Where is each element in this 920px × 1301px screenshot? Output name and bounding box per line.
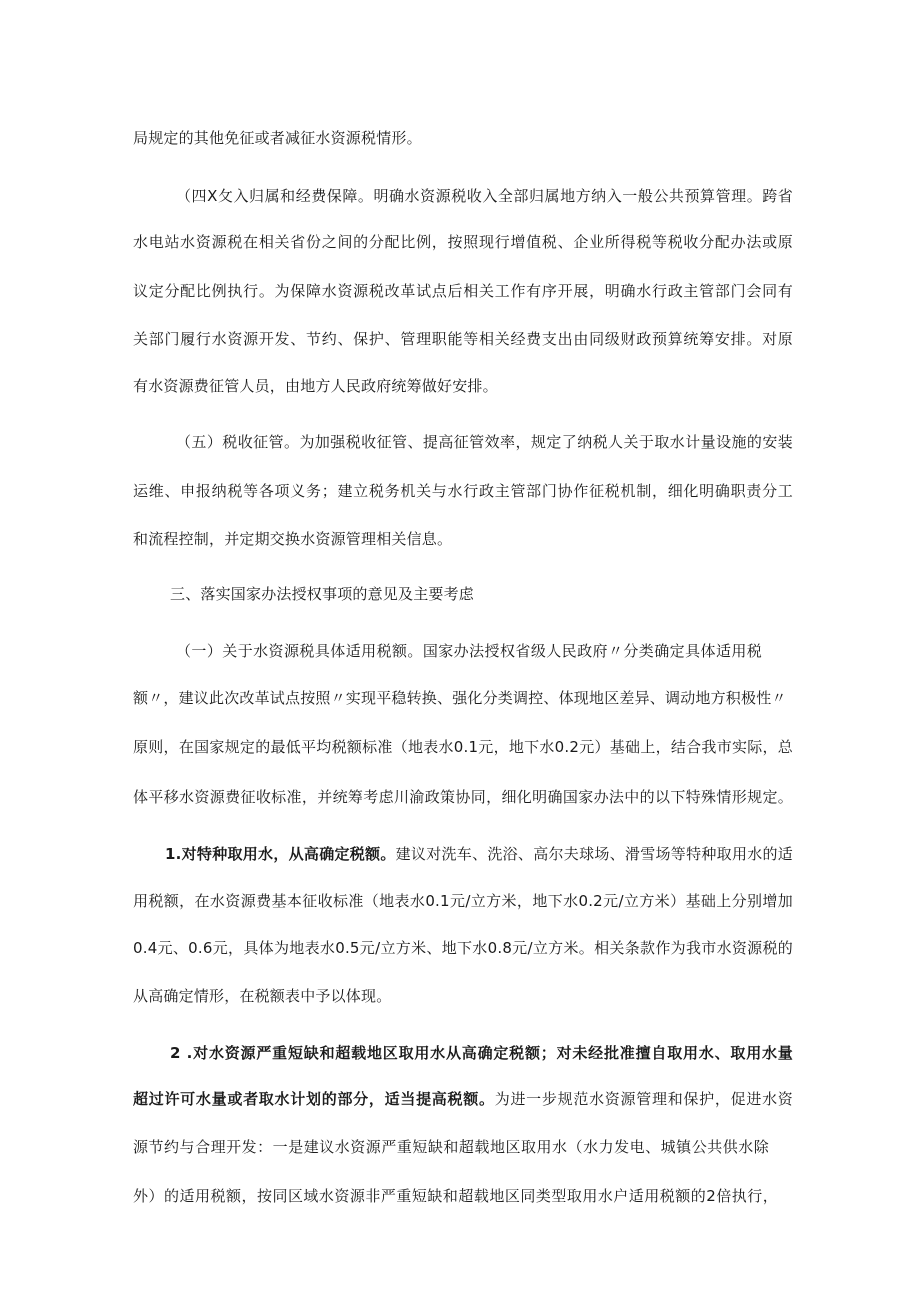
paragraph-line: （一）关于水资源税具体适用税额。国家办法授权省级人民政府〃分类确定具体适用税 (176, 642, 762, 660)
paragraph-line: 从高确定情形，在税额表中予以体现。 (133, 987, 392, 1005)
item-1-bold: 1.对特种取用水，从高确定税额。 (165, 845, 396, 863)
paragraph-line: 0.4元、0.6元，具体为地表水0.5元/立方米、地下水0.8元/立方米。相关条款作为我市水资源税的 (133, 939, 793, 957)
paragraph-line: 议定分配比例执行。为保障水资源税改革试点后相关工作有序开展，明确水行政主管部门会同有 (133, 282, 793, 300)
item-1-first-line (165, 844, 793, 864)
paragraph-line: 运维、申报纳税等各项义务；建立税务机关与水行政主管部门协作征税机制，细化明确职责分工 (133, 482, 793, 500)
paragraph-line: 原则，在国家规定的最低平均税额标准（地表水0.1元，地下水0.2元）基础上，结合我市实际，总 (133, 738, 793, 756)
paragraph-line: 源节约与合理开发：一是建议水资源严重短缺和超载地区取用水（水力发电、城镇公共供水除 (133, 1138, 769, 1156)
paragraph-line: 和流程控制，并定期交换水资源管理相关信息。 (133, 530, 453, 548)
paragraph-line: 体平移水资源费征收标准，并统筹考虑川渝政策协同，细化明确国家办法中的以下特殊情形规定。 (133, 788, 793, 806)
item-2-bold: 超过许可水量或者取水计划的部分，适当提高税额。 (133, 1090, 495, 1108)
paragraph-line: 额〃，建议此次改革试点按照〃实现平稳转换、强化分类调控、体现地区差异、调动地方积极性〃 (133, 689, 787, 707)
text-line: 局规定的其他免征或者减征水资源税情形。 (133, 129, 422, 147)
item-2-text: 为进一步规范水资源管理和保护，促进水资 (494, 1090, 793, 1108)
paragraph-line: 关部门履行水资源开发、节约、保护、管理职能等相关经费支出由同级财政预算统筹安排。对原 (133, 330, 793, 348)
paragraph-line: （五）税收征管。为加强税收征管、提高征管效率，规定了纳税人关于取水计量设施的安装 (176, 433, 793, 451)
section-heading: 三、落实国家办法授权事项的意见及主要考虑 (170, 585, 475, 603)
paragraph-line: 用税额，在水资源费基本征收标准（地表水0.1元/立方米，地下水0.2元/立方米）基础上分别增加 (133, 892, 793, 910)
paragraph-line: 水电站水资源税在相关省份之间的分配比例，按照现行增值税、企业所得税等税收分配办法或原 (133, 233, 793, 251)
paragraph-line: 有水资源费征管人员，由地方人民政府统筹做好安排。 (133, 377, 498, 395)
item-2-heading-line: 2 .对水资源严重短缺和超载地区取用水从高确定税额；对未经批准擅自取用水、取用水量 (170, 1044, 793, 1062)
paragraph-line: 外）的适用税额，按同区域水资源非严重短缺和超载地区同类型取用水户适用税额的2倍执行， (133, 1187, 778, 1205)
paragraph-line: （四X攵入归属和经费保障。明确水资源税收入全部归属地方纳入一般公共预算管理。跨省 (176, 187, 793, 205)
item-1-text: 建议对洗车、洗浴、高尔夫球场、滑雪场等特种取用水的适 (395, 845, 794, 863)
item-2-second-line (133, 1089, 793, 1109)
